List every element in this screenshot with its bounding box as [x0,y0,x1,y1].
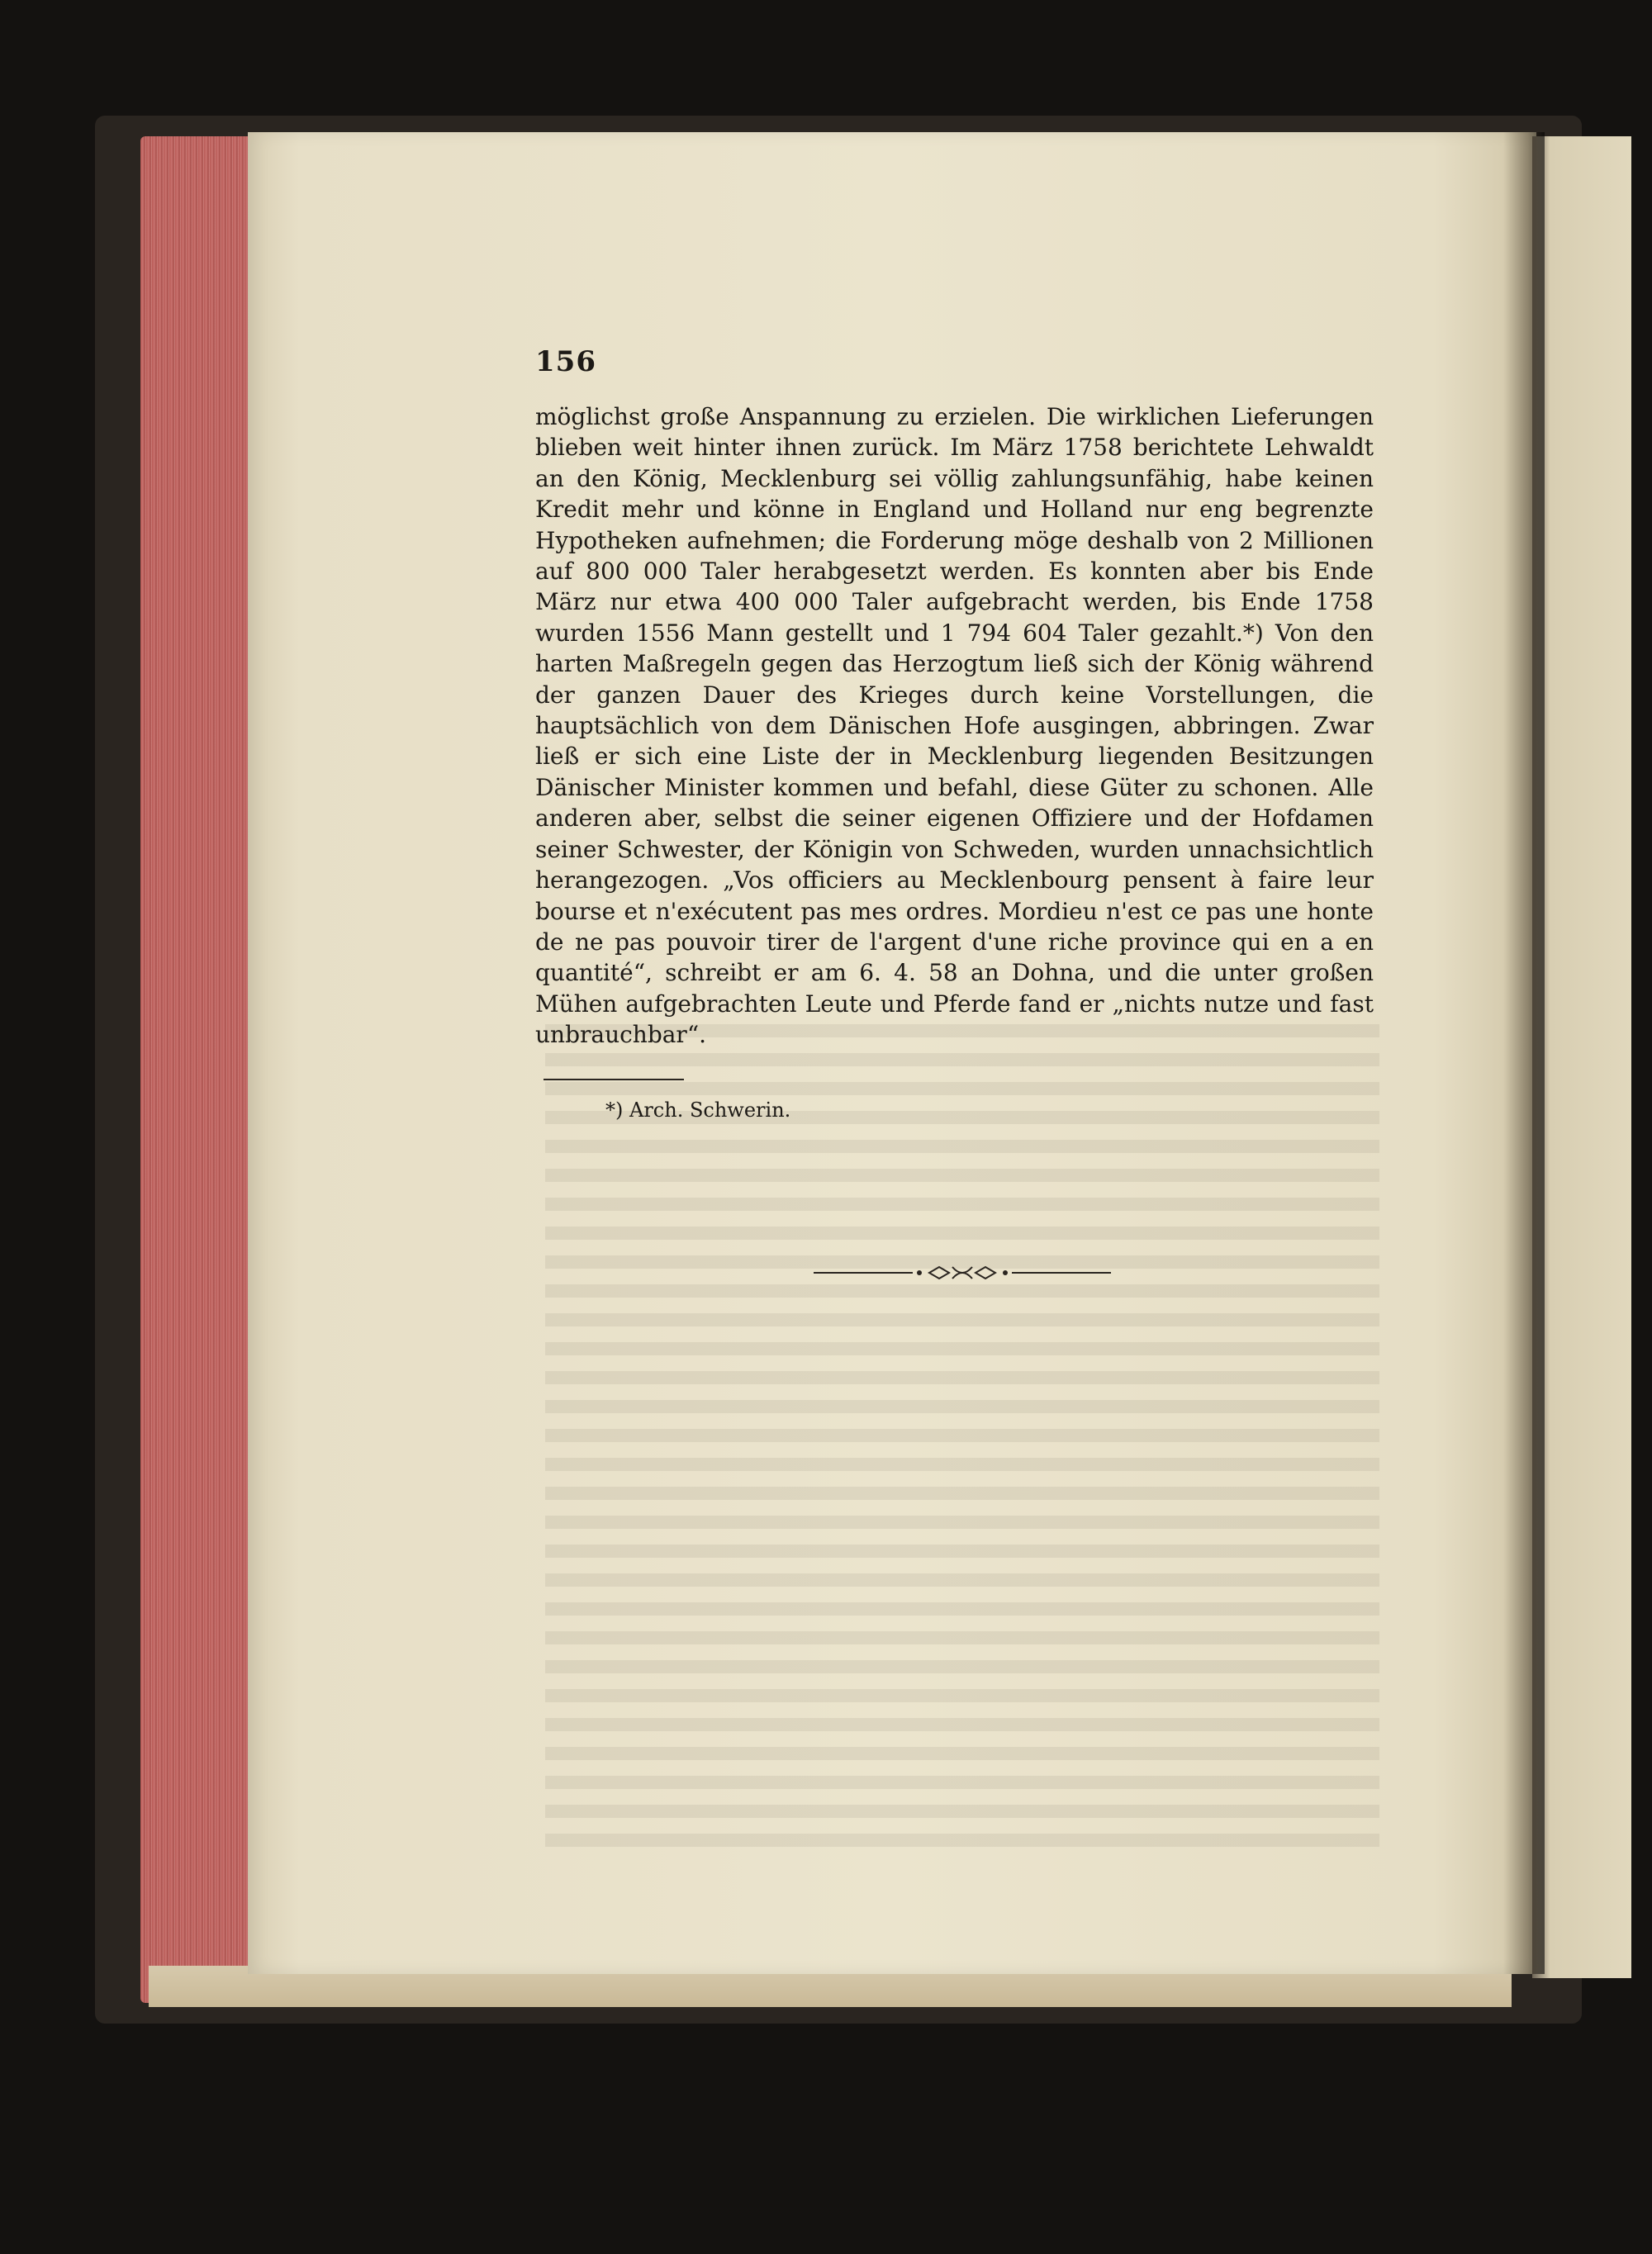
show-through-text [545,1024,1379,1850]
right-page-sliver [1532,136,1631,1978]
book-gutter [1503,132,1545,1974]
footnote: *) Arch. Schwerin. [605,1098,791,1122]
section-end-ornament-icon [814,1260,1111,1285]
page-number: 156 [535,345,596,378]
page-content [535,345,1374,1122]
body-paragraph: möglichst große Anspannung zu erzielen. Die wirklichen Lieferungen blieben weit hinter ihnen zurück. Im März 1758 berichtete Lehwaldt an den König, Mecklenburg sei völlig zahlungsunfähig, habe keinen Kredit mehr und könne in England und Holland nur eng begrenzte Hypotheken aufnehmen; die Forderung möge deshalb von 2 Millionen auf 800 000 Taler herabgesetzt werden. Es konnten aber bis Ende März nur etwa 400 000 Taler aufgebracht werden, bis Ende 1758 wurden 1556 Mann gestellt und 1 794 604 Taler gezahlt.*) Von den harten Maßregeln gegen das Herzogtum ließ sich der König während der ganzen Dauer des Krieges durch keine Vorstellungen, die hauptsächlich von dem Dänischen Hofe ausgingen, abbringen. Zwar ließ er sich eine Liste der in Mecklenburg liegenden Besitzungen Dänischer Minister kommen und befahl, diese Güter zu schonen. Alle anderen aber, selbst die seiner eigenen Offiziere und der Hofdamen seiner Schwester, der Königin von Schweden, wurden unnachsichtlich herangezogen. „Vos officiers au Mecklenbourg pensent à faire leur bourse et n'exécutent pas mes ordres. Mordieu n'est ce pas une honte de ne pas pouvoir tirer de l'argent d'une riche province qui en a en quantité“, schreibt er am 6. 4. 58 an Dohna, und die unter großen Mühen aufgebrachten Leute und Pferde fand er „nichts nutze und fast unbrauchbar“. [535,403,1374,1049]
footnote-rule [544,1079,684,1080]
